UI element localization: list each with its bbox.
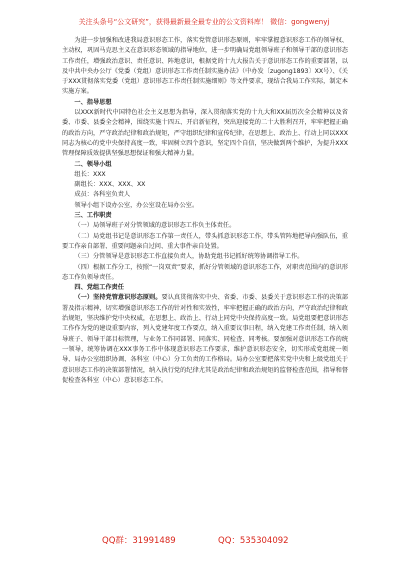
intro-paragraph: 为进一步加强和改进我局意识形态工作，落实党管意识形态原则，牢牢掌握意识形态工作的领导权、主动权，巩固马克思主义在意识形态领域的指导地位，进一步明确局党组领导班子和领导干部的意识形态工作责任，增强政治意识、责任意识、阵地意识，根据党的十九大报告关于意识形态工作的重要部署，以及中共中央办公厅《党委（党组）意识形态工作责任制实施办法》（中办发〔zugong1893〕XX号）、《关于XXX贯彻落实党委（党组）意识形态工作责任制实施细则》等文件要求，现结合我局工作实际，制定本实施方案。 [62, 37, 348, 96]
office-line: 领导小组下设办公室，办公室设在局办公室。 [74, 201, 199, 209]
section-heading-3: 三、工作职责 [74, 212, 112, 220]
qq-group-number: QQ群：31991489 [102, 536, 176, 546]
qq-number: QQ：535304092 [218, 536, 289, 546]
section-1-paragraph: 以XXX新时代中国特色社会主义思想为指导，深入贯彻落实党的十九大和XX届历次全会精神以及省委、市委、县委全会精神，围绕实施十四五、开启新征程，突出迎接党的二十大胜利召开，牢牢把握正确的政治方向，严守政治纪律和政治规矩，严守组织纪律和宣传纪律，在思想上、政治上、行动上同以XXX同志为核心的党中央保持高度一致，牢固树立四个意识，坚定四个自信，坚决做到两个维护，为提升XXX管理保障质效提供坚强思想保证和强大精神力量。 [62, 109, 348, 158]
duty-item: （三）分管领导是意识形态工作直接负责人，协助党组书记抓好统筹协调指导工作。 [74, 253, 304, 261]
section-4-paragraph [62, 293, 348, 386]
header-banner: 关注头条号“公文研究”，获得最新最全最专业的公文资料库！ 微信：gongwenyj [78, 18, 330, 26]
paragraph-text: 要认真贯彻落实中央、省委、市委、县委关于意识形态工作的决策部署及指示精神，切实增强意识形态工作的针对性和实效性，牢牢把握正确的政治方向，严守政治纪律和政治规矩，坚决维护党中央权威，在思想上、政治上、行动上同党中央保持高度一致。局党组要把意识形态工作作为党的建设重要内容，列入党建年度工作要点，纳入重要议事日程，纳入党建工作责任制，纳入领导班子、领导干部目标管理，与业务工作同部署、同落实、同检查、同考核。要加强对意识形态工作的统一领导，统筹协调在XXX事务工作中体现意识形态工作要求，维护意识形态安全，切实形成党组统一领导、局办公室组织协调、各科室（中心）分工负责的工作格局。局办公室要把落实党中央和上级党组关于意识形态工作的决策部署情况，纳入执行党的纪律尤其是政治纪律和政治规矩的监督检查范围，指导和督促检查各科室（中心）意识形态工作。 [62, 294, 349, 384]
duty-item: （一）局领导班子对分管领域的意识形态工作负主体责任。 [74, 222, 236, 230]
section-heading-2: 二、领导小组 [74, 160, 112, 168]
document-body [62, 36, 348, 386]
duty-item: （四）根据工作分工，按照“一岗双责”要求，抓好分管领域的意识形态工作，对职责范围内的意识形态工作负领导责任。 [62, 263, 348, 281]
deputy-leader-line: 副组长：XXX、XXX、XX [74, 181, 146, 189]
leader-line: 组长：XXX [74, 170, 106, 178]
section-heading-1: 一、指导思想 [74, 98, 112, 106]
members-line: 成员：各科室负责人 [74, 191, 131, 199]
duty-item: （二）局党组书记是意识形态工作第一责任人，带头抓意识形态工作，带头管阵地把导向强队伍，重要工作亲自部署、重要问题亲自过问、重大事件亲自处置。 [62, 232, 348, 250]
section-heading-4: 四、党组工作责任 [74, 284, 124, 292]
paragraph-lead: （一）坚持党管意识形态原则。 [74, 294, 162, 302]
